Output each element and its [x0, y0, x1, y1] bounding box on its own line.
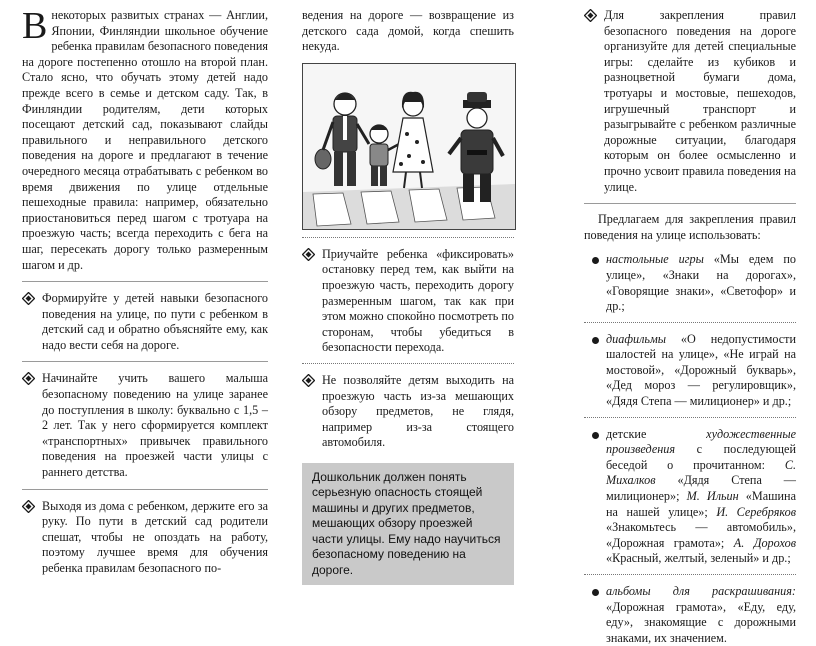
diamond-bullet-icon [22, 500, 35, 513]
bullet-dot-icon [592, 337, 599, 344]
intro-paragraph [22, 5, 268, 273]
divider [22, 489, 268, 490]
list-item-albums: альбомы для раскрашивания: «Дорожная грамота», «Еду, еду, еду», знакомящие с дорожными знаками, их значением. [584, 584, 796, 646]
divider [584, 574, 796, 575]
column-2 [302, 8, 514, 585]
continuation-text: ведения на дороге — возвращение из детского сада домой, когда спешить некуда. [302, 8, 514, 54]
bullet-text: Начинайте учить вашего малыша безопасному поведению на улице заранее до поступления в школу: буквально с 1,5 – 2 лет. Так у него сформируется комплект «транспортных» привычек правильного поведения на проезжей части улицы с раннего детства. [42, 371, 268, 480]
diamond-bullet-icon [22, 292, 35, 305]
bullet-item [584, 8, 796, 195]
bullet-item [22, 371, 268, 480]
divider [584, 322, 796, 323]
family-crossing-icon [303, 64, 515, 229]
list-item-literature: детские художественные произведения с последующей беседой о прочитанном: С. Михалков «Дядя Степа — милиционер»; М. Ильин «Машина на нашей улице»; И. Серебряков «Знакомьтесь — автомобиль», «Дорожная грамота»; А. Дорохов «Красный, желтый, зеленый» и др.; [584, 427, 796, 567]
term: художественные произведения [606, 426, 796, 457]
diamond-bullet-icon [584, 9, 597, 22]
intro-text: некоторых развитых странах — Англии, Японии, Финляндии школьное обучение ребенка правилам безопасного поведения на дороге постепенно отошло на второй план. Стало ясно, что обучать этому детей надо прежде всего в семье и детском саду. Так, в Финляндии родителям, дети которых посещают детский сад, показывают слайды правильного и неправильного детского поведения на дороге и предлагают в течение очередного месяца отрабатывать с ребенком во время движения по улице отдельные пешеходные правила: например, обязательно приостановиться перед шагом с тротуара на проезжую часть; всегда переходить с бега на шаг, пересекать дорогу только размеренным шагом и др. [22, 8, 268, 272]
bullet-dot-icon [592, 432, 599, 439]
drop-cap: В [22, 5, 48, 47]
callout-box: Дошкольник должен понять серьезную опасность стоящей машины и других предметов, мешающих обзору проезжей части улицы. Ему надо научиться безопасному поведению на дороге. [302, 463, 514, 586]
list-item-games: настольные игры «Мы едем по улице», «Знаки на дорогах», «Говорящие знаки», «Светофор» и др.; [584, 252, 796, 314]
diamond-bullet-icon [22, 372, 35, 385]
bullet-text: Не позволяйте детям выходить на проезжую часть из-за мешающих обзору предметов, не глядя, например из-за стоящего автомобиля. [322, 372, 514, 450]
column-3 [584, 8, 796, 646]
term: настольные игры [606, 252, 704, 267]
diamond-bullet-icon [302, 374, 315, 387]
divider [302, 363, 514, 364]
bullet-item [302, 373, 514, 451]
divider [22, 361, 268, 362]
divider [584, 417, 796, 418]
bullet-item [22, 499, 268, 577]
diamond-bullet-icon [302, 248, 315, 261]
divider [584, 203, 796, 204]
bullet-dot-icon [592, 257, 599, 264]
lead-paragraph: Предлагаем для закрепления правил поведения на улице использовать: [584, 212, 796, 242]
bullet-text: Приучайте ребенка «фиксировать» остановку перед тем, как выйти на проезжую часть, переходить дорогу размеренным шагом, так как при этом можно спокойно посмотреть по сторонам, чтобы убедиться в безопасности перехода. [322, 246, 514, 355]
list-item-filmstrips: диафильмы «О недопустимости шалостей на улице», «Не играй на мостовой», «Дорожный букварь», «Дед мороз — регулировщик», «Дядя Степа — милиционер» и др.; [584, 332, 796, 410]
bullet-dot-icon [592, 589, 599, 596]
bullet-item [22, 291, 268, 353]
bullet-text: Для закрепления правил безопасного поведения на дороге организуйте для детей специальные игры: сделайте из кубиков и разноцветной бумаги дома, тротуары и мостовые, пешеходов, игрушечный транспорт и разыгрывайте с ребенком различные дорожные ситуации, благодаря которым он более осмысленно и прочно усвоит правила поведения на улице. [604, 8, 796, 194]
bullet-text: Формируйте у детей навыки безопасного поведения на улице, по пути с ребенком в детский сад и обратно объясняйте ему, как надо вести себя на дороге. [42, 291, 268, 352]
term: диафильмы [606, 331, 666, 346]
bullet-item [302, 247, 514, 356]
divider [22, 281, 268, 282]
bullet-text: Выходя из дома с ребенком, держите его за руку. По пути в детский сад родители спешат, чтобы не опоздать на работу, поэтому лучшее время для обучения ребенка правилам безопасного по- [42, 498, 268, 575]
pedestrian-crossing-illustration [302, 63, 516, 230]
term: альбомы для раскрашивания: [606, 584, 796, 598]
column-1 [22, 5, 268, 577]
divider [302, 237, 514, 238]
